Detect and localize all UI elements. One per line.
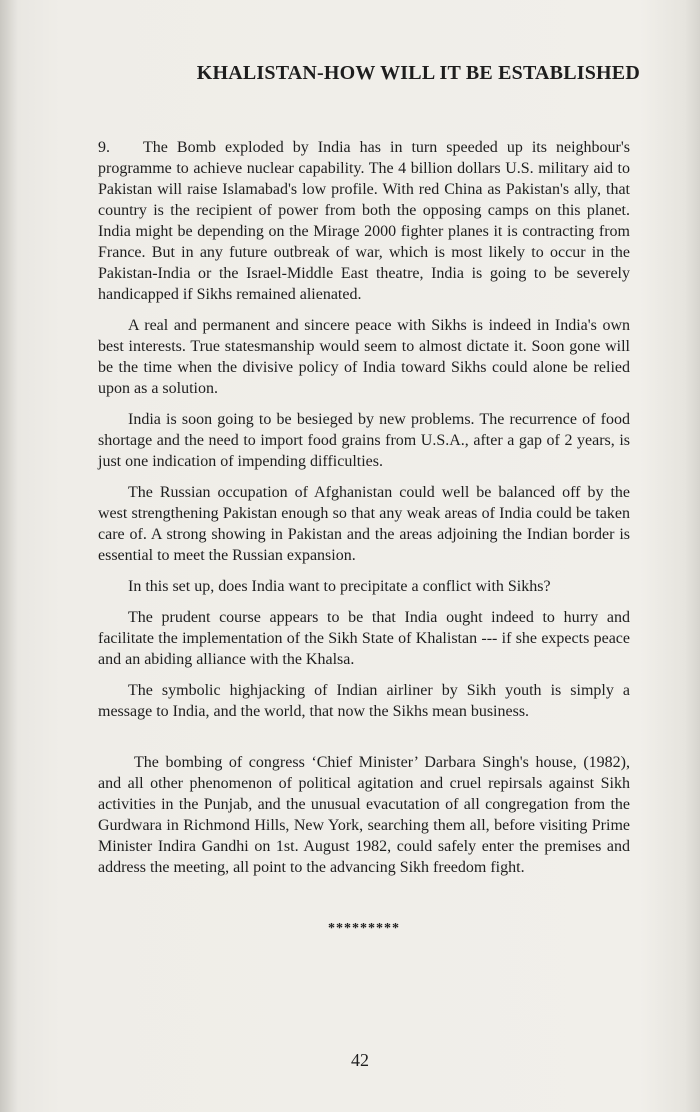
- paragraph-5: In this set up, does India want to precipitate a conflict with Sikhs?: [128, 578, 551, 595]
- paragraph-8: The bombing of congress ‘Chief Minister’ Darbara Singh's house, (1982), and all other phenomenon of political agitation and cruel repirsals against Sikh activities in the Punjab, and the unusual evacutation of all congregation from the Gurdwara in Richmond Hills, New York, searching them all, before visiting Prime Minister Indira Gandhi on 1st. August 1982, could safely enter the premises and address the meeting, all point to the advancing Sikh freedom fight.: [98, 754, 630, 876]
- body-text: [98, 137, 630, 888]
- paragraph-6: The prudent course appears to be that India ought indeed to hurry and facilitate the implementation of the Sikh State of Khalistan --- if she expects peace and an abiding alliance with the Khalsa.: [98, 609, 630, 668]
- paragraph-number: 9.: [98, 139, 110, 156]
- paragraph-4: The Russian occupation of Afghanistan could well be balanced off by the west strengthening Pakistan enough so that any weak areas of India could be taken care of. A strong showing in Pakistan and the areas adjoining the Indian border is essential to meet the Russian expansion.: [98, 484, 630, 564]
- paragraph-1: [98, 137, 630, 305]
- page-title: KHALISTAN-HOW WILL IT BE ESTABLISHED: [196, 62, 640, 84]
- section-separator: *********: [328, 921, 400, 936]
- page-number: 42: [351, 1050, 369, 1070]
- paragraph-1-text: The Bomb exploded by India has in turn speeded up its neighbour's programme to achieve nuclear capability. The 4 billion dollars U.S. military aid to Pakistan will raise Islamabad's low profile. With red China as Pakistan's ally, that country is the recipient of power from both the opposing camps on this planet. India might be depending on the Mirage 2000 fighter planes it is contracting from France. But in any future outbreak of war, which is most likely to occur in the Pakistan-India or the Israel-Middle East theatre, India is going to be severely handicapped if Sikhs remained alienated.: [98, 139, 630, 303]
- paragraph-2: A real and permanent and sincere peace with Sikhs is indeed in India's own best interests. True statesmanship would seem to almost dictate it. Soon gone will be the time when the divisive policy of India toward Sikhs could alone be relied upon as a solution.: [98, 317, 630, 397]
- paragraph-3: India is soon going to be besieged by new problems. The recurrence of food shortage and the need to import food grains from U.S.A., after a gap of 2 years, is just one indication of impending difficulties.: [98, 411, 630, 470]
- paragraph-7: The symbolic highjacking of Indian airliner by Sikh youth is simply a message to India, and the world, that now the Sikhs mean business.: [98, 682, 630, 720]
